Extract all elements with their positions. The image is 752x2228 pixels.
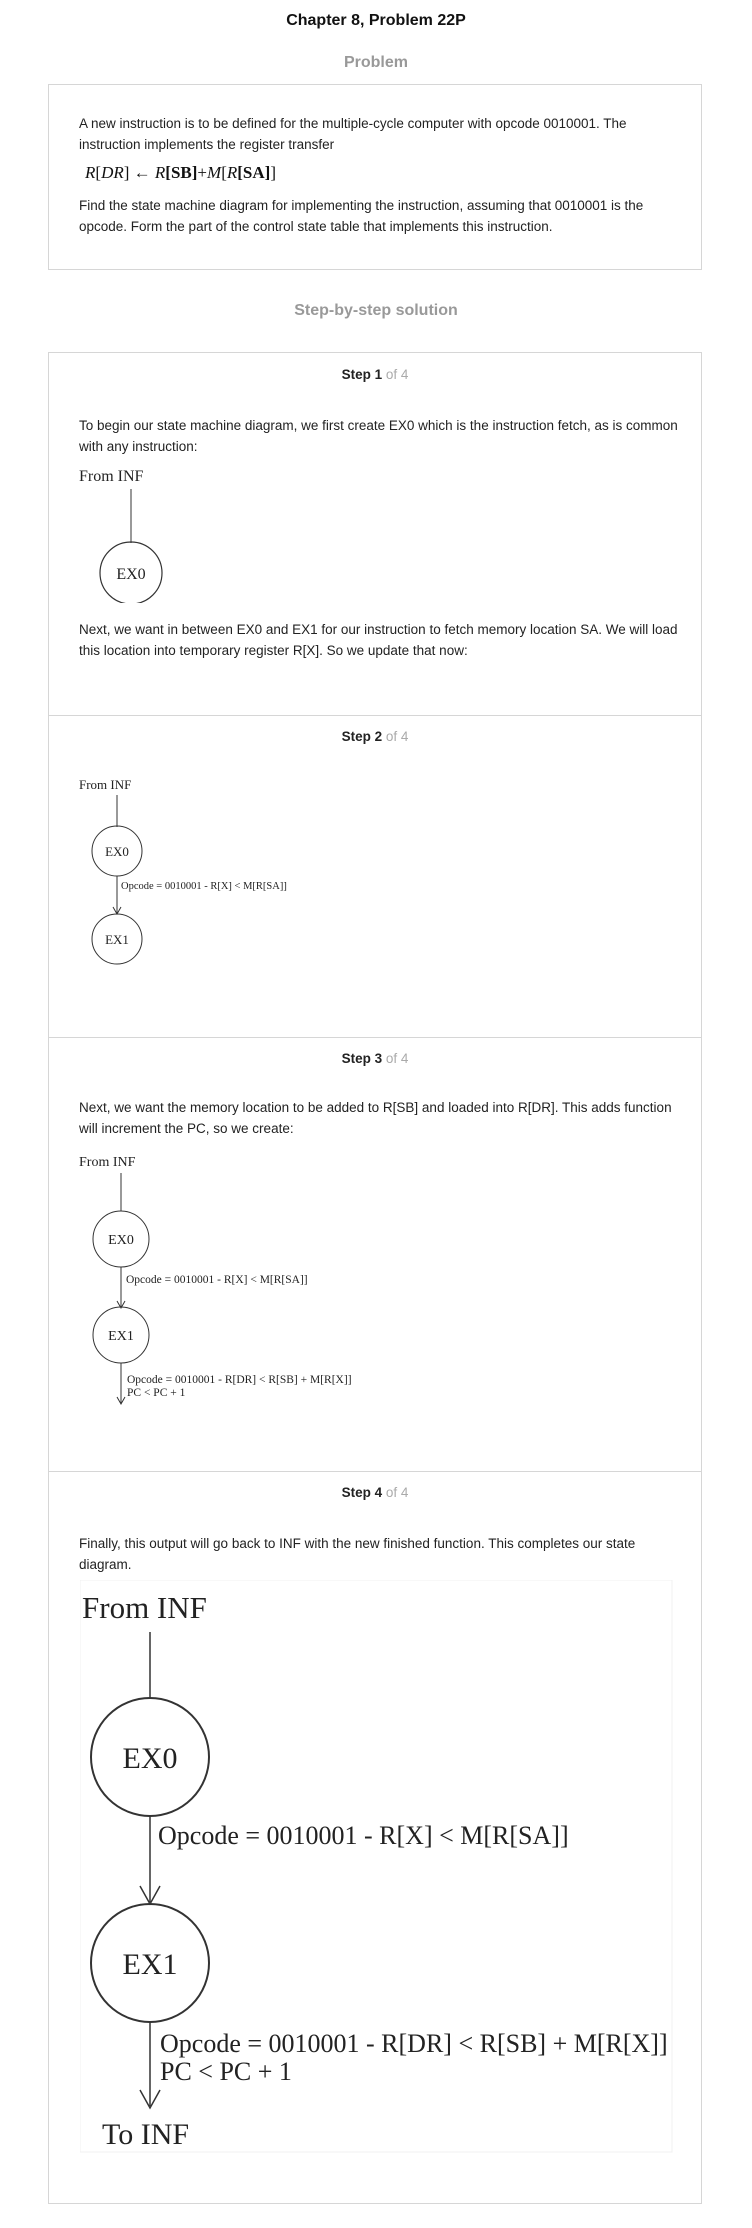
- formula-bracket-close-2: ]: [270, 163, 276, 182]
- step-divider: [48, 715, 702, 716]
- chapter-title: Chapter 8, Problem 22P: [286, 12, 466, 29]
- formula-r1: R: [85, 163, 96, 182]
- from-inf-label: From INF: [79, 468, 144, 485]
- problem-text: A new instruction is to be defined for the multiple-cycle computer with opcode 0010001. The instruction implements the register transfer: [79, 116, 627, 152]
- register-transfer-formula: [85, 163, 276, 183]
- step-1-text-2: Next, we want in between EX0 and EX1 for our instruction to fetch memory location SA. We will load this location into temporary register R[X]. So we update that now:: [79, 622, 678, 658]
- problem-text-2: Find the state machine diagram for implementing the instruction, assuming that 0010001 is the opcode. Form the part of the control state table that implements this instruction.: [79, 198, 644, 234]
- problem-card: [48, 84, 702, 270]
- formula-arrow: ←: [133, 163, 151, 182]
- step-4-text: Finally, this output will go back to INF with the new finished function. This completes our state diagram.: [79, 1536, 636, 1572]
- state-ex0-label: EX0: [116, 566, 146, 583]
- state-ex0-label: EX0: [108, 1233, 134, 1248]
- formula-m: M: [207, 163, 222, 182]
- to-inf-label: To INF: [102, 2118, 190, 2151]
- from-inf-label: From INF: [79, 777, 132, 792]
- formula-dr: DR: [101, 163, 124, 182]
- transition-ex1-label-2: PC < PC + 1: [127, 1387, 186, 1399]
- step-4-header: Step 4 of 4: [341, 1485, 409, 1500]
- step-3-text: Next, we want the memory location to be added to R[SB] and loaded into R[DR]. This adds function will increment the PC, so we create:: [79, 1100, 672, 1136]
- state-ex0-label: EX0: [105, 844, 129, 859]
- step-4-diagram: [80, 1580, 680, 2154]
- problem-heading: Problem: [343, 54, 408, 71]
- state-ex1-label: EX1: [105, 932, 129, 947]
- step-divider: [48, 1471, 702, 1472]
- formula-sa: [SA]: [237, 163, 271, 182]
- step-1-diagram: [79, 463, 279, 603]
- formula-sb: [SB]: [165, 163, 198, 182]
- state-ex1-label: EX1: [108, 1329, 134, 1344]
- transition-ex1-label: Opcode = 0010001 - R[DR] < R[SB] + M[R[X]]: [160, 2029, 668, 2058]
- transition-ex1-label-2: PC < PC + 1: [160, 2057, 292, 2086]
- state-ex1-label: EX1: [122, 1948, 178, 1981]
- transition-ex0-label: Opcode = 0010001 - R[X] < M[R[SA]]: [158, 1821, 569, 1850]
- step-1-text: To begin our state machine diagram, we first create EX0 which is the instruction fetch, as is common with any instruction:: [79, 418, 678, 454]
- from-inf-label: From INF: [79, 1155, 136, 1170]
- solution-heading: Step-by-step solution: [294, 302, 458, 319]
- transition-ex1-label: Opcode = 0010001 - R[DR] < R[SB] + M[R[X]]: [127, 1374, 352, 1386]
- state-ex0-label: EX0: [122, 1742, 178, 1775]
- from-inf-label: From INF: [82, 1590, 207, 1625]
- step-2-diagram: [79, 775, 399, 965]
- formula-bracket-close: ]: [123, 163, 130, 182]
- formula-r3: R: [226, 163, 238, 182]
- transition-ex0-label: Opcode = 0010001 - R[X] < M[R[SA]]: [121, 881, 287, 892]
- step-1-header: Step 1 of 4: [341, 367, 409, 382]
- step-2-header: Step 2 of 4: [341, 729, 409, 744]
- transition-ex0-label: Opcode = 0010001 - R[X] < M[R[SA]]: [126, 1274, 308, 1286]
- formula-r2: R: [154, 163, 166, 182]
- formula-plus: +: [197, 163, 208, 182]
- step-3-diagram: [79, 1149, 459, 1409]
- step-divider: [48, 1037, 702, 1038]
- step-3-header: Step 3 of 4: [341, 1051, 409, 1066]
- formula-bracket-open-2: [: [221, 163, 227, 182]
- formula-bracket-open: [: [95, 163, 102, 182]
